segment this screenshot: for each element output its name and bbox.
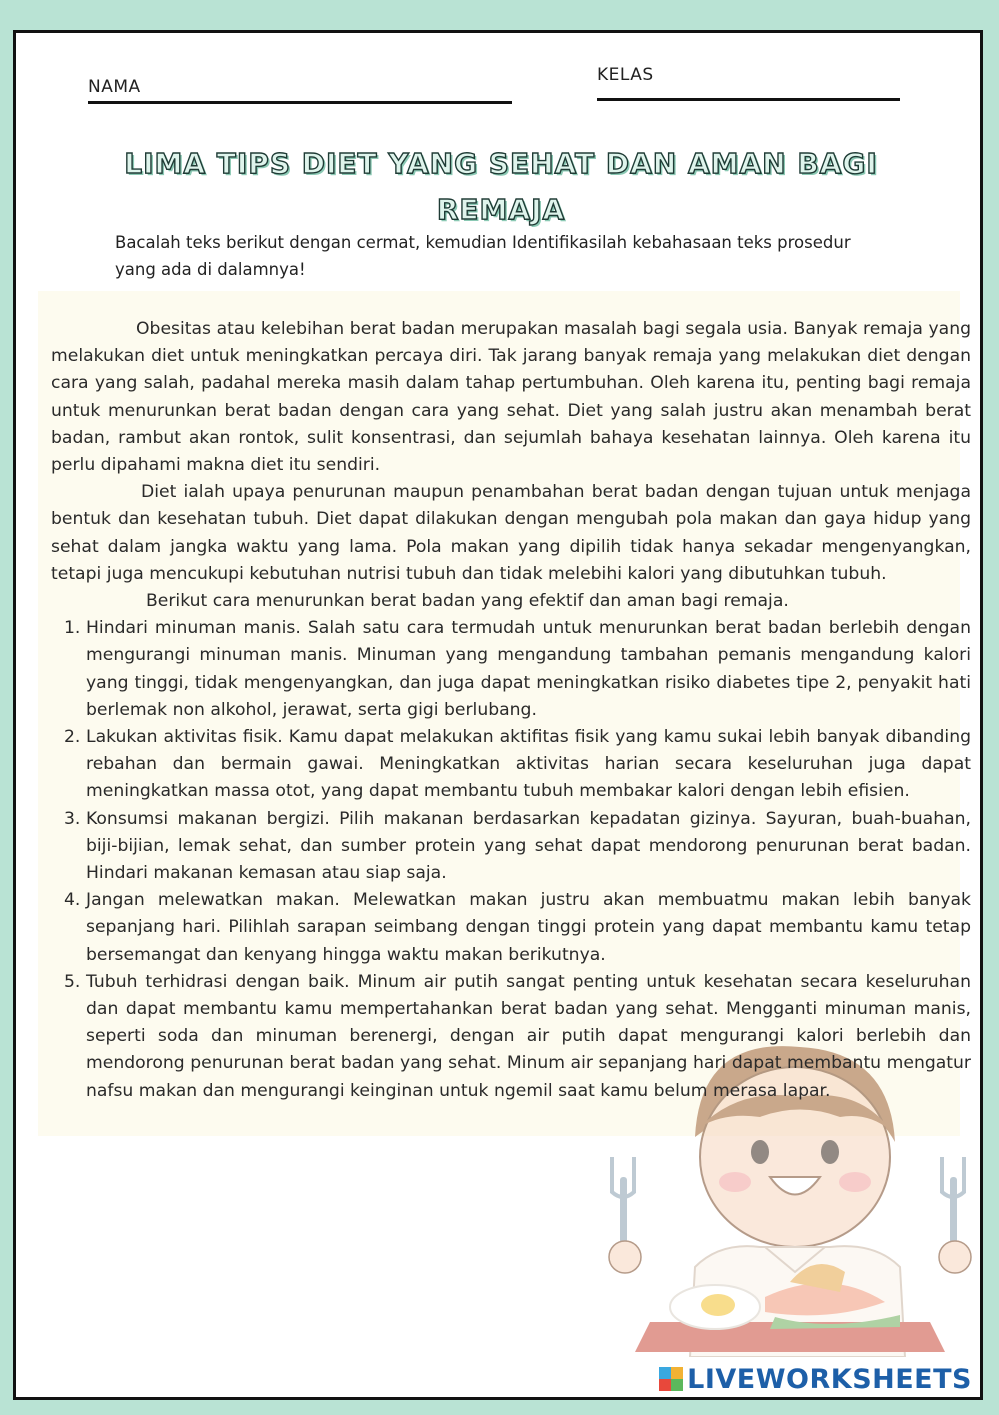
right-eye [821,1140,839,1164]
nama-input-line[interactable] [88,101,512,104]
page-title [76,141,926,233]
liveworksheets-icon [659,1367,683,1391]
liveworksheets-text: LIVEWORKSHEETS [687,1363,972,1395]
list-item: 4. Jangan melewatkan makan. Melewatkan makan justru akan membuatmu makan lebih banyak sepanjang hari. Pilihlah sarapan seimbang dengan tinggi protein yang dapat membantu kamu tetap bersemangat dan kenyang hingga waktu makan berikutnya. [64,890,971,965]
reading-passage [51,316,971,1105]
kelas-label: KELAS [597,65,654,85]
list-item: 3. Konsumsi makanan bergizi. Pilih makanan berdasarkan kepadatan gizinya. Sayuran, buah-buahan, biji-bijian, lemak sehat, dan sumber protein yang sehat dapat mendorong penurunan berat badan. Hindari makanan kemasan atau siap saja. [64,808,971,884]
worksheet-page [13,30,983,1400]
list-item: 5. Tubuh terhidrasi dengan baik. Minum air putih sangat penting untuk kesehatan secara keseluruhan dan dapat membantu kamu mempertahankan berat badan yang sehat. Mengganti minuman manis, seperti soda dan minuman berenergi, dengan air putih dapat mengurangi kalori berlebih dan mendorong penurunan berat badan yang sehat. Minum air sepanjang hari dapat membantu mengatur nafsu makan dan mengurangi keinginan untuk ngemil saat kamu belum merasa lapar. [64,971,971,1101]
egg-yolk [701,1294,735,1316]
list-item: 2. Lakukan aktivitas fisik. Kamu dapat melakukan aktifitas fisik yang kamu sukai lebih banyak dibanding rebahan dan bermain gawai. Meningkatkan aktivitas harian secara keseluruhan juga dapat meningkatkan massa otot, yang dapat membantu tubuh membakar kalori dengan lebih efisien. [64,727,971,802]
title-line-1: LIMA TIPS DIET YANG SEHAT DAN AMAN BAGI [124,147,878,180]
steps-list [51,615,971,1105]
paragraph-obesitas: Obesitas atau kelebihan berat badan merupakan masalah bagi segala usia. Banyak remaja yang melakukan diet untuk meningkatkan percaya diri. Tak jarang banyak remaja yang melakukan diet dengan cara yang salah, padahal mereka masih dalam tahap pertumbuhan. Oleh karena itu, penting bagi remaja untuk menurunkan berat badan dengan cara yang sehat. Diet yang salah justru akan menambah berat badan, rambut akan rontok, sulit konsentrasi, dan sejumlah bahaya kesehatan lainnya. Oleh karena itu perlu dipahami makna diet itu sendiri. [51,319,971,476]
left-eye [751,1140,769,1164]
liveworksheets-logo[interactable] [659,1363,972,1395]
list-item: 1. Hindari minuman manis. Salah satu cara termudah untuk menurunkan berat badan berlebih dengan mengurangi minuman manis. Minuman yang mengandung tambahan pemanis mengandung kalori yang tinggi, tidak mengenyangkan, dan juga dapat meningkatkan risiko diabetes tipe 2, penyakit hati berlemak non alkohol, jerawat, serta gigi berlubang. [64,618,971,720]
nama-label: NAMA [88,77,141,97]
title-line-2: REMAJA [436,193,566,226]
paragraph-diet-definition: Diet ialah upaya penurunan maupun penambahan berat badan dengan tujuan untuk menjaga bentuk dan kesehatan tubuh. Diet dapat dilakukan dengan mengubah pola makan dan gaya hidup yang sehat dalam jangka waktu yang lama. Pola makan yang dipilih tidak hanya sekadar mengenyangkan, tetapi juga mencukupi kebutuhan nutrisi tubuh dan tidak melebihi kalori yang dibutuhkan tubuh. [51,482,971,584]
paragraph-steps-intro: Berikut cara menurunkan berat badan yang efektif dan aman bagi remaja. [146,591,789,612]
kelas-input-line[interactable] [597,98,900,101]
instruction-text: Bacalah teks berikut dengan cermat, kemudian Identifikasilah kebahasaan teks prosedur yang ada di dalamnya! [115,233,851,279]
